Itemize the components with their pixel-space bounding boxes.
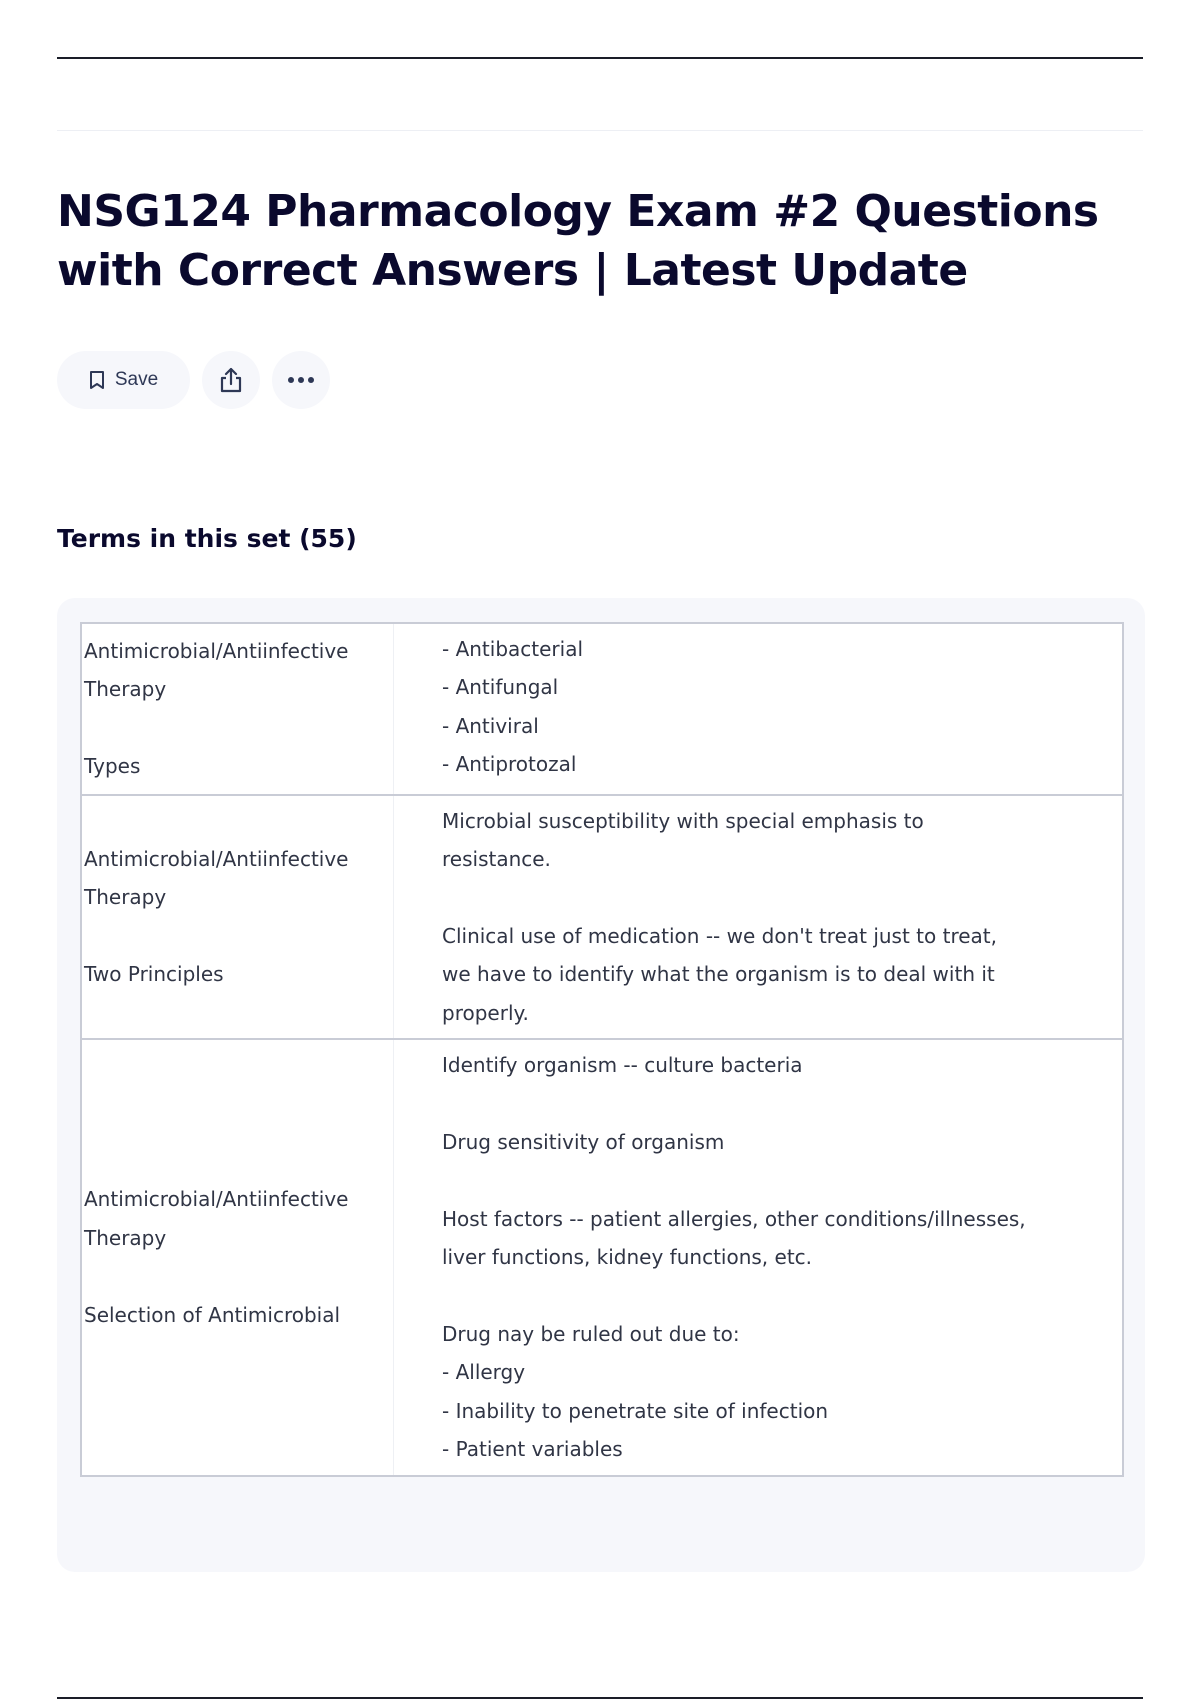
terms-table: [80, 622, 1124, 1477]
term-card: [82, 796, 1122, 1040]
definition-text: [394, 624, 1122, 794]
action-bar: [57, 351, 330, 409]
term-card: [82, 624, 1122, 796]
bookmark-icon: [89, 370, 105, 390]
more-icon: [287, 376, 315, 384]
header-divider: [57, 130, 1143, 131]
definition-text: [394, 1040, 1122, 1474]
term-text: Antimicrobial/Antiinfective Therapy Selection of Antimicrobial: [82, 1040, 394, 1474]
top-divider: [57, 57, 1143, 59]
definition-body: - Antibacterial - Antifungal - Antiviral - Antiprotozal: [442, 637, 584, 777]
bottom-divider: [57, 1697, 1143, 1699]
share-icon: [218, 366, 244, 394]
more-options-button[interactable]: [272, 351, 330, 409]
definition-body: Identify organism -- culture bacteria Drug sensitivity of organism Host factors -- patient allergies, other conditions/illnesses, liver functions, kidney functions, etc. Drug nay be ruled out due to: - Allergy - Inability to penetrate site of infection - Patient variables: [442, 1053, 1026, 1462]
term-card: [82, 1040, 1122, 1474]
save-label: Save: [114, 369, 159, 390]
definition-text: [394, 796, 1122, 1038]
save-button[interactable]: [57, 351, 190, 409]
terms-heading: Terms in this set (55): [57, 524, 357, 553]
term-text: Antimicrobial/Antiinfective Therapy Types: [82, 624, 394, 794]
definition-body: Microbial susceptibility with special emphasis to resistance. Clinical use of medication -- we don't treat just to treat, we have to identify what the organism is to deal with it properly.: [442, 808, 997, 1025]
share-button[interactable]: [202, 351, 260, 409]
page-title: NSG124 Pharmacology Exam #2 Questions with Correct Answers | Latest Update: [57, 186, 1099, 296]
term-text: Antimicrobial/Antiinfective Therapy Two Principles: [82, 796, 394, 1038]
